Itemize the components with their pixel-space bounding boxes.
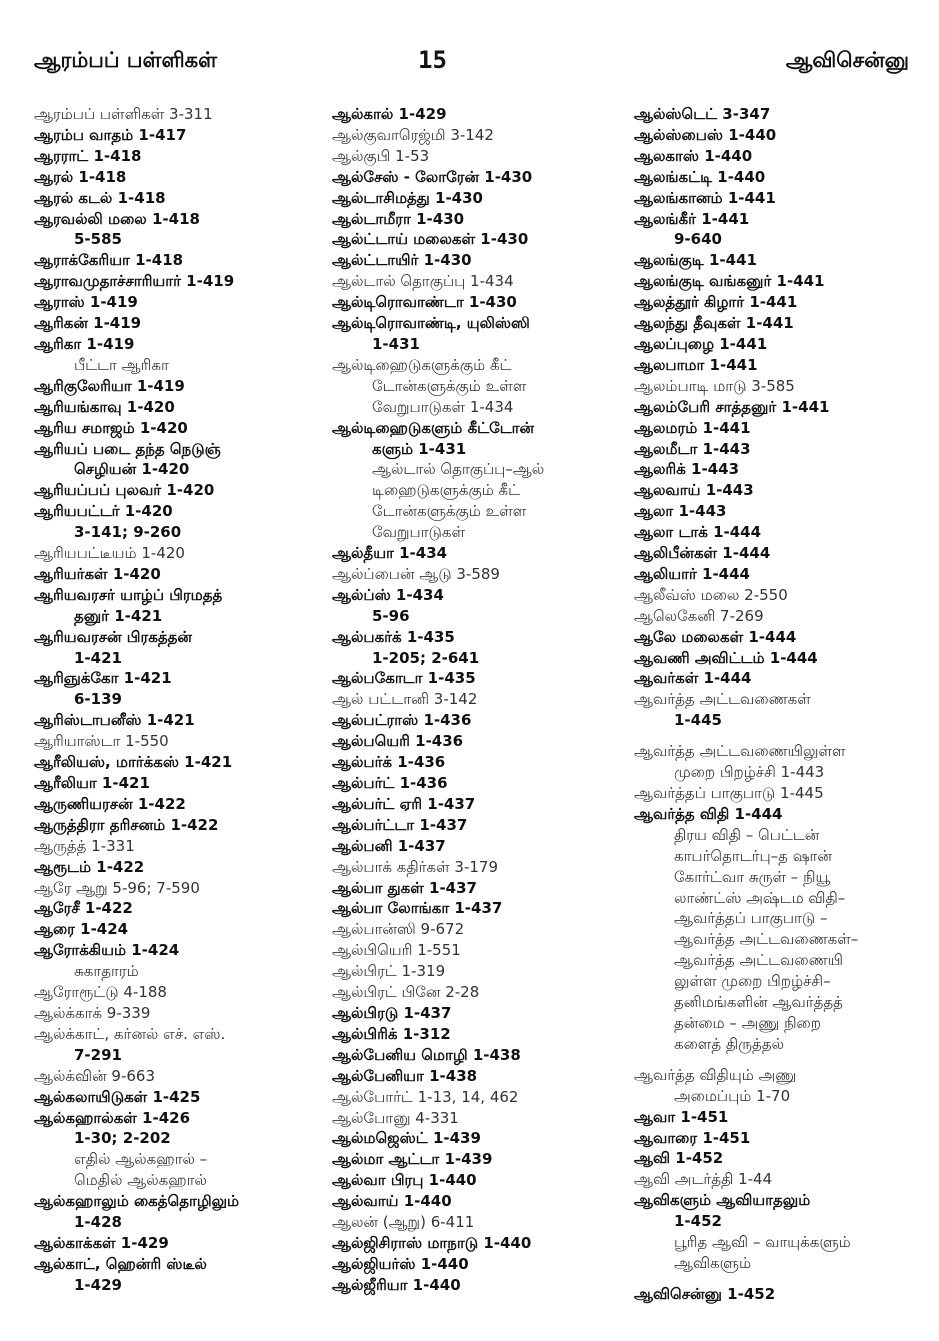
index-entry: தனிமங்களின் ஆவர்த்தத் (674, 993, 843, 1012)
index-entry: ஆல்பட்ராஸ் 1-436 (332, 711, 472, 730)
index-entry: ஆலமரம் 1-441 (634, 418, 751, 437)
index-entry: ஆல்பர்ட் 1-436 (332, 774, 448, 792)
index-column-2 (332, 104, 628, 1304)
index-entry: ஆல்க்வின் 9-663 (34, 1066, 155, 1085)
index-entry: 5-96 (372, 606, 410, 625)
index-entry: ஆவர்த்த விதி 1-444 (634, 804, 783, 823)
index-entry: ஆல்ட்டாயிர் 1-430 (332, 251, 472, 270)
index-entry: ஆலபாமா 1-441 (634, 355, 758, 374)
index-entry: ஆல்போனு 4-331 (332, 1108, 459, 1127)
index-entry: ஆல்ஜிசிராஸ் மாநாடு 1-440 (332, 1233, 532, 1252)
index-entry: ஆரீலியா 1-421 (34, 774, 150, 792)
index-entry: வேறுபாடுகள் 1-434 (372, 397, 514, 416)
index-entry: அமைப்பும் 1-70 (674, 1086, 791, 1105)
index-entry: களைத் திருத்தல் (674, 1034, 785, 1053)
index-entry: ஆரியவரசர் யாழ்ப் பிரமதத் (34, 585, 223, 604)
index-entry: ஆலங்குடி 1-441 (634, 251, 757, 270)
index-entry: ஆரிய சமாஜம் 1-420 (34, 418, 188, 437)
index-entry: ஆல்பேனிய மொழி 1-438 (332, 1045, 521, 1064)
index-entry: ஆரல் கடல் 1-418 (34, 188, 166, 207)
index-entry: ஆல்வாய் 1-440 (332, 1192, 452, 1211)
index-entry: காபர்தொடர்பு–த ஷான் (674, 846, 832, 865)
index-entry: ஆல்பிரட் 1-319 (332, 962, 446, 981)
index-entry: ஆரிகன் 1-419 (34, 314, 142, 333)
index-entry: ஆல்போர்ட் 1-13, 14, 462 (332, 1087, 519, 1106)
index-entry: ஆல்ஜியர்ஸ் 1-440 (332, 1254, 469, 1273)
index-entry: ஆரோரூட்டு 4-188 (34, 983, 167, 1002)
index-entry: சுகாதாரம் (74, 962, 139, 981)
index-entry: ஆருணியரசன் 1-422 (34, 794, 186, 813)
index-entry: ஆலகாஸ் 1-440 (634, 146, 753, 165)
index-entry: பூரித ஆவி – வாயுக்களும் (674, 1233, 851, 1252)
index-entry: ஆரேசீ 1-422 (34, 899, 133, 918)
index-entry: ஆரியாஸ்டா 1-550 (34, 732, 169, 751)
index-entry: ஆல்தீயா 1-434 (332, 544, 448, 563)
index-entry: ஆல்கஹாலும் கைத்தொழிலும் (34, 1192, 240, 1211)
index-entry: ஆலீவ்ஸ் மலை 2-550 (634, 585, 788, 604)
index-entry: ஆல்கஹால்கள் 1-426 (34, 1108, 191, 1127)
index-entry: வேறுபாடுகள் (372, 523, 466, 542)
index-entry: ஆவர்த்தப் பாகுபாடு 1-445 (634, 784, 824, 802)
index-entry: ஆவிகளும் (674, 1253, 752, 1272)
index-entry: ஆல்க்காட், கர்னல் எச். எஸ். (34, 1024, 226, 1043)
index-entry: ஆரை 1-424 (34, 920, 129, 939)
index-entry: டோன்களுக்கும் உள்ள (372, 502, 527, 521)
index-entry: ஆல்டிரொவாண்டி, யுலிஸ்ஸி (332, 314, 530, 333)
index-entry: ஆல்டிஹைடுகளும் கீட்டோன் (332, 418, 535, 437)
index-entry: ஆலங்கீர் 1-441 (634, 209, 750, 228)
index-entry: எதில் ஆல்கஹால் – (74, 1150, 208, 1169)
index-entry: ஆவிகளும் ஆவியாதலும் (634, 1191, 811, 1210)
index-entry: 1-445 (674, 711, 722, 730)
index-entry: ஆரியபட்டர் 1-420 (34, 502, 173, 521)
index-entry: ஆரம்ப வாதம் 1-417 (34, 125, 187, 144)
index-entry: ஆல்பா லோங்கா 1-437 (332, 899, 503, 918)
index-entry: 1-429 (74, 1275, 122, 1294)
index-entry: ஆரூடம் 1-422 (34, 857, 145, 876)
index-entry: ஆவர்கள் 1-444 (634, 669, 752, 688)
index-entry: ஆவர்த்த விதியும் அணு (634, 1065, 797, 1084)
index-entry: லாண்ட்ஸ் அஷ்டம விதி– (674, 888, 846, 907)
index-entry: ஆல்பகர்க் 1-435 (332, 627, 455, 646)
index-entry: ஆரிஞுக்கோ 1-421 (34, 669, 172, 688)
index-entry: ஆரியபட்டீயம் 1-420 (34, 544, 185, 563)
index-entry: தன்மை – அணு நிறை (674, 1013, 821, 1032)
index-entry: ஆலப்புழை 1-441 (634, 334, 768, 353)
index-entry: ஆரியர்கள் 1-420 (34, 564, 161, 583)
index-entry: ஆரியப்பப் புலவர் 1-420 (34, 481, 215, 500)
index-entry: ஆல்ஜீரியா 1-440 (332, 1275, 461, 1294)
index-entry: ஆவர்த்த அட்டவணைகள் (634, 690, 811, 709)
index-entry: 3-141; 9-260 (74, 523, 182, 542)
index-entry: ஆல்காக்கள் 1-429 (34, 1233, 169, 1252)
index-entry: ஆலன் (ஆறு) 6-411 (332, 1213, 475, 1232)
index-entry: ஆல்ட்டாய் மலைகள் 1-430 (332, 230, 529, 249)
index-entry: லுள்ள முறை பிறழ்ச்சி– (674, 972, 831, 991)
index-entry: ஆல்டால் தொகுப்பு–ஆல் (372, 460, 545, 479)
index-entry: ஆல்பிரிக் 1-312 (332, 1024, 451, 1043)
index-entry: ஆல்டாசிமத்து 1-430 (332, 188, 483, 207)
index-entry: ஆல்பான்ஸி 9-672 (332, 920, 465, 939)
index-entry: ஆரம்பப் பள்ளிகள் 3-311 (34, 105, 213, 123)
index-entry: செழியன் 1-420 (74, 460, 190, 479)
index-entry: ஆல்ஸ்டெட் 3-347 (634, 105, 771, 123)
index-entry: ஆரிகுலேரியா 1-419 (34, 376, 185, 395)
index-entry: ஆல்டிரொவாண்டா 1-430 (332, 293, 517, 312)
index-entry: ஆலங்குடி வங்கனுர் 1-441 (634, 272, 825, 291)
index-entry: ஆலத்தூர் கிழார் 1-441 (634, 293, 798, 312)
index-entry: ஆல்ஸ்பைஸ் 1-440 (634, 125, 777, 144)
index-entry: கோர்ட்வா சுருள் – நியூ (674, 867, 831, 886)
index-entry: ஆருத்த் 1-331 (34, 836, 135, 855)
index-entry: ஆலங்கட்டி 1-440 (634, 167, 766, 186)
index-entry: ஆவிசென்னு 1-452 (634, 1284, 776, 1303)
index-entry: 1-452 (674, 1212, 722, 1231)
index-entry: 1-421 (74, 648, 122, 667)
index-entry: ஆல்குபி 1-53 (332, 146, 430, 165)
index-entry: ஆலந்து தீவுகள் 1-441 (634, 314, 794, 333)
index-entry: 7-291 (74, 1045, 122, 1064)
index-entry: 5-585 (74, 230, 122, 249)
index-entry: ஆல்பியெரி 1-551 (332, 941, 461, 960)
page-header (0, 0, 939, 90)
index-entry: ஆல்க்காக் 9-339 (34, 1003, 151, 1022)
index-entry: ஆல்டாமீரா 1-430 (332, 209, 465, 228)
index-entry: ஆவாரை 1-451 (634, 1128, 751, 1147)
index-entry: ஆருத்திரா தரிசனம் 1-422 (34, 815, 219, 834)
index-entry: ஆவா 1-451 (634, 1107, 729, 1126)
index-entry: ஆலா டாக் 1-444 (634, 523, 762, 542)
index-entry: ஆலம்பாடி மாடு 3-585 (634, 376, 795, 395)
index-entry: டோன்களுக்கும் உள்ள (372, 376, 527, 395)
index-columns (34, 104, 914, 1304)
index-entry: ஆலிபீன்கள் 1-444 (634, 544, 771, 563)
index-entry: ஆல்மா ஆட்டா 1-439 (332, 1150, 493, 1169)
index-entry: ஆல்கலாயிடுகள் 1-425 (34, 1087, 201, 1106)
index-entry: ஆல்சேஸ் - லோரேன் 1-430 (332, 167, 533, 186)
index-entry: ஆல்ப்ஸ் 1-434 (332, 585, 444, 604)
index-entry: ஆலரிக் 1-443 (634, 460, 740, 479)
index-entry: 9-640 (674, 230, 722, 249)
index-entry: ஆல் பட்டானி 3-142 (332, 690, 478, 709)
header-right-guide-word: ஆவிசென்னு (785, 48, 909, 72)
index-entry: ஆலம்பேரி சாத்தனுர் 1-441 (634, 397, 830, 416)
index-entry: பீட்டா ஆரிகா (74, 355, 169, 374)
index-entry: ஆவர்த்த அட்டவணையி (674, 951, 844, 970)
index-entry: ஆலியார் 1-444 (634, 564, 750, 583)
index-entry: ஆராக்கேரியா 1-418 (34, 251, 184, 270)
index-entry: ஆவணி அவிட்டம் 1-444 (634, 648, 818, 667)
index-entry: ஆரியங்காவு 1-420 (34, 397, 175, 416)
index-entry: டிஹைடுகளுக்கும் கீட் (372, 481, 521, 500)
index-entry: ஆரல் 1-418 (34, 167, 127, 186)
index-entry: ஆலெகேனி 7-269 (634, 606, 764, 625)
index-entry: ஆராஸ் 1-419 (34, 293, 138, 312)
index-entry: 1-431 (372, 334, 420, 353)
index-entry: ஆல்பிரட் பினே 2-28 (332, 983, 480, 1002)
index-entry: 1-30; 2-202 (74, 1129, 171, 1148)
index-entry: ஆலமீடா 1-443 (634, 439, 751, 458)
index-entry: ஆரராட் 1-418 (34, 146, 142, 165)
index-entry: களும் 1-431 (372, 439, 467, 458)
index-entry: ஆல்பர்ட் ஏரி 1-437 (332, 794, 476, 813)
index-entry: ஆல்பயெரி 1-436 (332, 732, 464, 751)
index-entry: ஆரீலியஸ், மார்க்கஸ் 1-421 (34, 753, 233, 772)
index-entry: ஆல்டிஹைடுகளுக்கும் கீட் (332, 355, 512, 374)
index-entry: ஆல்பனி 1-437 (332, 836, 446, 855)
index-entry: ஆரியப் படை தந்த நெடுஞ் (34, 439, 221, 458)
index-entry: ஆல்பாக் கதிர்கள் 3-179 (332, 857, 498, 876)
index-entry: ஆவி 1-452 (634, 1149, 724, 1168)
index-entry: ஆவர்த்தப் பாகுபாடு – (674, 909, 828, 928)
index-entry: ஆல்ப்பைன் ஆடு 3-589 (332, 564, 500, 583)
index-entry: ஆல்பா துகள் 1-437 (332, 878, 477, 897)
index-entry: ஆவர்த்த அட்டவணையிலுள்ள (634, 742, 846, 761)
index-column-3 (634, 104, 919, 1304)
index-entry: முறை பிறழ்ச்சி 1-443 (674, 763, 825, 782)
index-entry: ஆல்வா பிரபு 1-440 (332, 1171, 477, 1190)
index-entry: ஆரே ஆறு 5-96; 7-590 (34, 878, 200, 897)
index-entry: ஆல்மஜெஸ்ட் 1-439 (332, 1129, 481, 1148)
index-entry: ஆரோக்கியம் 1-424 (34, 941, 180, 960)
index-entry: 1-205; 2-641 (372, 648, 480, 667)
index-entry: ஆல்பேனியா 1-438 (332, 1066, 478, 1085)
index-entry: 1-428 (74, 1213, 122, 1232)
index-entry: ஆலவாய் 1-443 (634, 481, 754, 500)
index-entry: ஆல்குவாரெஜ்மி 3-142 (332, 125, 494, 144)
index-entry: ஆலா 1-443 (634, 502, 727, 521)
index-entry: ஆல்டால் தொகுப்பு 1-434 (332, 272, 514, 291)
index-column-1 (34, 104, 324, 1304)
page-number: 15 (418, 46, 447, 74)
index-entry: ஆரிகா 1-419 (34, 334, 135, 353)
index-entry: திரய விதி – பெட்டன் (674, 825, 820, 844)
index-entry: ஆவி அடர்த்தி 1-44 (634, 1170, 773, 1189)
index-entry: ஆல்கால் 1-429 (332, 105, 447, 123)
index-entry: தனுர் 1-421 (74, 606, 163, 625)
index-entry: ஆவர்த்த அட்டவணைகள்– (674, 930, 859, 949)
index-entry: ஆல்பிரடு 1-437 (332, 1003, 452, 1022)
index-entry: ஆரவல்லி மலை 1-418 (34, 209, 200, 228)
index-entry: ஆலே மலைகள் 1-444 (634, 627, 797, 646)
index-entry: ஆல்பர்ட்டா 1-437 (332, 815, 468, 834)
index-entry: ஆரிஸ்டாபனீஸ் 1-421 (34, 711, 195, 730)
index-entry: ஆலங்கானம் 1-441 (634, 188, 776, 207)
index-entry: ஆல்பர்க் 1-436 (332, 753, 446, 772)
header-left-guide-word: ஆரம்பப் பள்ளிகள் (34, 48, 218, 72)
index-entry: ஆராவமுதாச்சாரியார் 1-419 (34, 272, 235, 291)
index-entry: ஆல்காட், ஹென்ரி ஸ்டீல் (34, 1254, 207, 1273)
index-entry: 6-139 (74, 690, 122, 709)
index-entry: மெதில் ஆல்கஹால் (74, 1171, 207, 1190)
index-entry: ஆல்பகோடா 1-435 (332, 669, 476, 688)
index-entry: ஆரியவரசன் பிரகத்தன் (34, 627, 192, 646)
